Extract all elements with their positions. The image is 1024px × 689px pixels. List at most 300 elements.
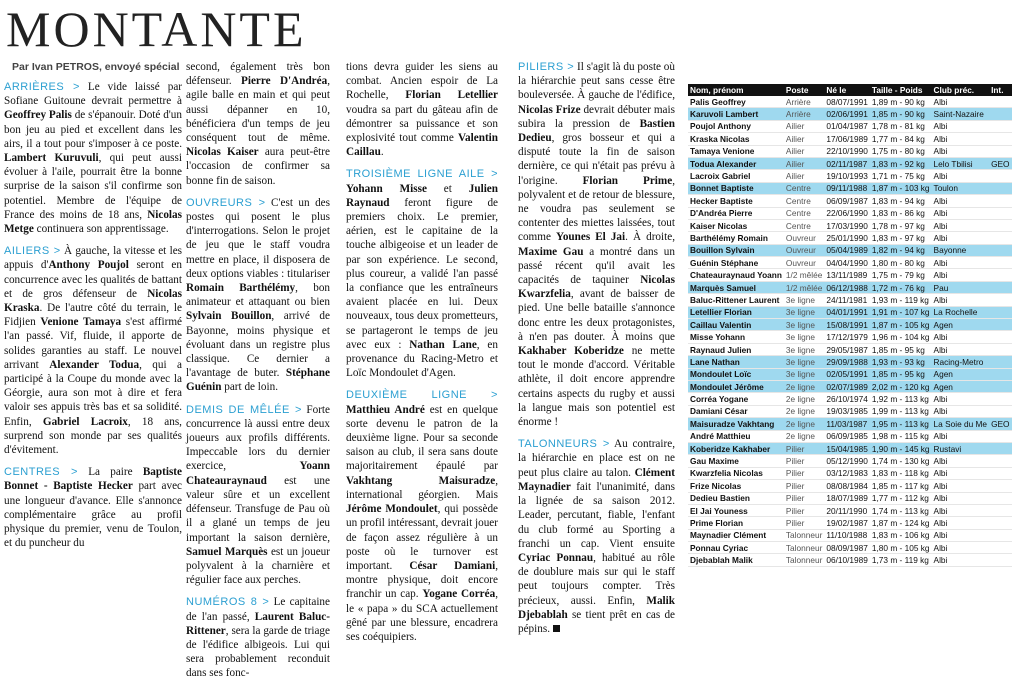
player-name: Alexander Toduа xyxy=(49,358,140,371)
article-paragraph xyxy=(186,403,330,588)
cell-position: Talonneur xyxy=(785,530,823,541)
section-heading: PILIERS > xyxy=(518,61,575,73)
cell-height-weight: 1,93 m - 93 kg xyxy=(870,356,932,368)
cell-name: Barthélémy Romain xyxy=(688,232,784,244)
cell-name: Guénin Stéphane xyxy=(688,257,784,269)
cell-position: 2e ligne xyxy=(784,418,824,430)
player-name: Pierre D'Andréa xyxy=(241,75,328,88)
body-text: , montre physique, doit encore franchir un cap. xyxy=(346,559,498,601)
table-row xyxy=(688,529,1012,541)
table-header-row xyxy=(688,84,1012,96)
cell-birthdate: 15/04/1985 xyxy=(826,443,868,454)
article-paragraph xyxy=(4,244,182,457)
cell-previous-club: Rustavi xyxy=(932,442,990,454)
cell-international xyxy=(989,170,1011,182)
cell-previous-club: Toulon xyxy=(932,182,990,194)
cell-position: 3e ligne xyxy=(784,343,824,355)
section-heading: TROISIÈME LIGNE AILE > xyxy=(346,168,498,181)
player-name: Nicolas Kwarzfelia xyxy=(518,274,675,301)
player-name: Kakhaber Koberidze xyxy=(518,345,624,358)
player-name: Yogane Corréa xyxy=(422,588,496,601)
cell-name: Maynadier Clément xyxy=(688,529,784,541)
roster-table xyxy=(688,84,1012,567)
cell-position: Ailier xyxy=(784,120,824,132)
article-paragraph xyxy=(346,60,498,159)
table-row xyxy=(688,368,1012,380)
body-text: , avant de baisser de pied. Une belle bataille s'annonce donc entre les deux protagonistes, à n'en pas douter. À moins que xyxy=(518,288,675,343)
cell-name: Mondoulet Loïc xyxy=(688,368,784,380)
cell-position: 2e ligne xyxy=(784,380,824,392)
cell-position: 1/2 mêlée xyxy=(784,281,824,293)
player-name: Laurent Baluc-Rittener xyxy=(186,610,330,637)
body-text: . De l'autre côté du terrain, le Fidjien xyxy=(4,302,182,329)
body-text: tions devra guider les siens au combat. Ancien espoir de La Rochelle, xyxy=(346,61,498,102)
table-row xyxy=(688,195,1012,207)
cell-birthdate: 18/07/1989 xyxy=(826,493,868,504)
cell-previous-club: Saint-Nazaire xyxy=(932,108,990,120)
player-name: Valentin Caillau xyxy=(346,132,498,159)
cell-international xyxy=(989,108,1011,120)
cell-name: Baluc-Rittener Laurent xyxy=(688,294,784,306)
cell-position: Pilier xyxy=(784,517,824,529)
cell-previous-club: La Rochelle xyxy=(932,306,990,318)
cell-birthdate: 06/10/1989 xyxy=(826,555,868,566)
cell-birthdate: 06/09/1987 xyxy=(826,195,868,206)
cell-name: Caillau Valentin xyxy=(688,319,784,331)
cell-position: Ailier xyxy=(784,170,824,182)
body-text: Le capitaine de l'an passé, xyxy=(186,596,330,623)
cell-previous-club: Albi xyxy=(932,405,990,417)
table-row xyxy=(688,504,1012,516)
cell-position: Ouvreur xyxy=(784,244,824,256)
cell-height-weight: 1,72 m - 76 kg xyxy=(870,281,932,293)
cell-name: Lane Nathan xyxy=(688,356,784,368)
cell-name: Maisuradze Vakhtang xyxy=(688,418,784,430)
cell-height-weight: 1,96 m - 104 kg xyxy=(871,332,930,343)
cell-name: D'Andréa Pierre xyxy=(688,207,784,219)
player-name: Venione Tamaya xyxy=(40,316,122,329)
body-text: , en provenance du Racing-Metro et Loïc Mondoulet d'Agen. xyxy=(346,338,498,380)
player-name: Nicolas Frize xyxy=(518,103,581,116)
cell-height-weight: 1,75 m - 79 kg xyxy=(870,269,932,281)
section-heading: OUVREURS > xyxy=(186,196,266,209)
player-name: César Damiani xyxy=(409,559,496,572)
cell-previous-club: Albi xyxy=(932,207,990,219)
cell-international xyxy=(989,343,1011,355)
cell-birthdate: 17/06/1989 xyxy=(826,133,868,144)
section-heading: DEUXIÈME LIGNE > xyxy=(346,389,498,402)
table-row xyxy=(688,157,1012,169)
cell-international xyxy=(989,492,1011,504)
table-row xyxy=(688,517,1012,529)
table-row xyxy=(688,232,1012,244)
table-row xyxy=(688,542,1012,554)
body-text: de s'épanouir. Doté d'un bon jeu au pied et excellent dans les airs, il a tout pour s'imposer à ce poste. xyxy=(4,109,182,150)
cell-name: Bouillon Sylvain xyxy=(688,244,784,256)
cell-height-weight: 1,83 m - 118 kg xyxy=(870,467,932,479)
player-name: Younes El Jai xyxy=(555,231,626,244)
body-text: , bon animateur et attaquant ou bien xyxy=(186,282,331,309)
cell-birthdate: 13/11/1989 xyxy=(824,269,870,281)
body-text: . À droite, xyxy=(625,231,675,244)
cell-international xyxy=(989,133,1011,145)
body-text: part avec une longueur d'avance. Elle s'annonce complémentaire grâce au profil physique du premier, venu de Toulon, et du puncheur du xyxy=(4,480,182,550)
table-row xyxy=(688,331,1012,343)
cell-position: 1/2 mêlée xyxy=(784,269,824,281)
cell-international xyxy=(989,455,1011,467)
table-row xyxy=(688,108,1012,120)
body-text: feront figure de premiers choix. Le premier, aérien, est le capitaine de la touche albigeoise et un leader de par son expérience. Le second, plus coureur, a validé l'an passé la confiance que les entraîneurs avaient placée en lui. Deux nouveaux, tous deux prometteurs, se partageront le temps de jeu avec eux : xyxy=(346,196,498,351)
cell-previous-club: Albi xyxy=(932,133,990,145)
cell-birthdate: 04/01/1991 xyxy=(826,307,868,318)
cell-previous-club: Racing-Metro xyxy=(932,356,990,368)
body-text: , sera la garde de triage de l'édifice albigeois. Lui qui sera probablement reconduit dans ses fonc- xyxy=(186,624,330,680)
cell-position: Centre xyxy=(784,219,824,231)
cell-name: Kaiser Nicolas xyxy=(688,219,784,231)
cell-position: 2e ligne xyxy=(784,393,824,405)
cell-position: 3e ligne xyxy=(784,306,824,318)
cell-international xyxy=(989,554,1011,566)
cell-international xyxy=(989,207,1011,219)
cell-height-weight: 1,98 m - 115 kg xyxy=(870,430,932,442)
article-paragraph xyxy=(186,595,330,680)
cell-position: Pilier xyxy=(784,504,824,516)
cell-previous-club: Albi xyxy=(932,331,990,343)
cell-previous-club: Agen xyxy=(932,380,990,392)
cell-height-weight: 1,92 m - 113 kg xyxy=(870,393,932,405)
cell-international xyxy=(989,504,1011,516)
cell-position: Talonneur xyxy=(785,542,823,553)
cell-name: Lacroix Gabriel xyxy=(688,170,784,182)
cell-birthdate: 19/03/1985 xyxy=(826,406,868,417)
player-name: Bastien Dedieu xyxy=(518,117,675,145)
player-name: Nathan Lane xyxy=(409,338,477,351)
section-heading: CENTRES > xyxy=(4,466,78,479)
table-row xyxy=(688,96,1012,108)
body-text: C'est un des postes qui posent le plus d'interrogations. Selon le projet de jeu que le staff voudra mettre en place, il disposera de deux options viables : titulariser xyxy=(186,196,330,280)
body-text: part de loin. xyxy=(221,381,278,394)
end-of-article-mark xyxy=(553,625,560,632)
cell-height-weight: 1,85 m - 90 kg xyxy=(870,108,932,120)
cell-birthdate: 22/06/1990 xyxy=(826,208,868,219)
cell-birthdate: 06/12/1988 xyxy=(826,282,868,293)
cell-name: Misse Yohann xyxy=(688,331,784,343)
section-heading: DEMIS DE MÊLÉE > xyxy=(186,403,302,416)
body-text: est une valeur sûre et un excellent défenseur. Transfuge de Pau où il a glané un temps de jeu important la saison dernière, xyxy=(186,474,330,544)
cell-height-weight: 1,73 m - 119 kg xyxy=(870,554,932,566)
cell-international xyxy=(989,306,1011,318)
cell-previous-club: Albi xyxy=(932,96,990,108)
cell-international xyxy=(989,257,1011,269)
cell-previous-club: Albi xyxy=(932,467,990,479)
player-name: Cyriac Ponnau xyxy=(518,551,594,564)
cell-previous-club: Albi xyxy=(932,455,990,467)
cell-height-weight: 1,90 m - 145 kg xyxy=(871,443,930,454)
cell-height-weight: 1,85 m - 95 kg xyxy=(870,368,932,380)
cell-height-weight: 1,83 m - 106 kg xyxy=(871,530,930,541)
cell-international xyxy=(989,480,1011,492)
article-column-2 xyxy=(186,60,330,689)
body-text: fait l'unanimité, dans la lignée de sa saison 2012. Leader, percutant, fiable, l'enfant du club formé au Sporting a franchi un cap. Vient ensuite xyxy=(518,480,675,550)
cell-position: 3e ligne xyxy=(784,319,824,331)
cell-birthdate: 25/01/1990 xyxy=(826,232,868,243)
cell-birthdate: 02/05/1991 xyxy=(826,369,868,380)
cell-previous-club: Albi xyxy=(932,492,990,504)
cell-birthdate: 05/12/1990 xyxy=(826,456,868,467)
cell-name: Tamaya Venione xyxy=(688,145,784,157)
cell-position: Pilier xyxy=(784,467,824,479)
player-name: Nicolas Kraska xyxy=(4,287,182,315)
cell-birthdate: 19/10/1993 xyxy=(826,171,868,182)
cell-name: Raynaud Julien xyxy=(688,343,784,355)
header-international: Int. xyxy=(989,84,1011,96)
cell-name: Letellier Florian xyxy=(688,306,784,318)
article-paragraph xyxy=(4,80,182,236)
body-text: , qui possède un profil intéressant, devrait jouer de façon assez régulière à un poste où le turnover est important. xyxy=(346,503,498,572)
cell-height-weight: 1,83 m - 86 kg xyxy=(870,207,932,219)
body-text: , habitué au rôle de doublure mais sur qui le staff peut toujours compter. Très précieux, aussi. Enfin, xyxy=(518,551,675,607)
cell-birthdate: 04/04/1990 xyxy=(826,257,868,268)
body-text: devrait débuter mais subira la pression de xyxy=(518,103,675,130)
table-row xyxy=(688,257,1012,269)
cell-birthdate: 08/07/1991 xyxy=(826,96,868,107)
cell-height-weight: 1,85 m - 117 kg xyxy=(870,480,932,492)
cell-height-weight: 1,95 m - 113 kg xyxy=(870,418,932,430)
cell-birthdate: 11/03/1987 xyxy=(824,418,870,430)
cell-birthdate: 17/12/1979 xyxy=(826,332,868,343)
cell-international xyxy=(989,120,1011,132)
cell-previous-club: Albi xyxy=(932,294,990,306)
cell-birthdate: 11/10/1988 xyxy=(824,529,870,541)
cell-position: Ailier xyxy=(784,145,824,157)
body-text: , qui a participé à la Coupe du monde avec la Géorgie, aura son mot à dire et fera valoir ses appuis très bas et sa solidité. Enfin, xyxy=(4,358,182,428)
cell-name: Chateauraynaud Yoann xyxy=(690,270,782,281)
header-previous-club: Club préc. xyxy=(932,84,990,96)
cell-height-weight: 1,82 m - 94 kg xyxy=(870,244,932,256)
cell-previous-club: Albi xyxy=(932,430,990,442)
cell-birthdate: 05/04/1989 xyxy=(826,245,868,256)
cell-international xyxy=(989,232,1011,244)
cell-international xyxy=(989,467,1011,479)
cell-international xyxy=(989,182,1011,194)
table-row xyxy=(688,182,1012,194)
cell-name: Karuvoli Lambert xyxy=(688,108,784,120)
cell-previous-club: Albi xyxy=(932,170,990,182)
cell-birthdate: 29/09/1988 xyxy=(826,356,868,367)
cell-name: Hecker Baptiste xyxy=(688,195,784,207)
cell-position: Pilier xyxy=(784,442,824,454)
body-text: se tient prêt en cas de pépins. xyxy=(518,608,675,635)
cell-position: 3e ligne xyxy=(784,331,824,343)
cell-height-weight: 1,74 m - 130 kg xyxy=(871,456,930,467)
cell-height-weight: 1,99 m - 113 kg xyxy=(870,405,932,417)
cell-birthdate: 17/03/1990 xyxy=(826,220,868,231)
cell-international xyxy=(989,331,1011,343)
cell-name: Gau Maxime xyxy=(688,455,784,467)
cell-position: Centre xyxy=(784,195,824,207)
cell-international xyxy=(989,430,1011,442)
cell-previous-club: Pau xyxy=(932,281,990,293)
article-column-4 xyxy=(518,60,675,644)
table-row xyxy=(688,554,1012,566)
cell-name: Frize Nicolas xyxy=(688,480,784,492)
cell-international xyxy=(989,195,1011,207)
cell-international xyxy=(989,244,1011,256)
cell-birthdate: 08/08/1984 xyxy=(826,480,868,491)
cell-name: Todua Alexander xyxy=(688,157,784,169)
section-heading: TALONNEURS > xyxy=(518,438,610,451)
cell-international xyxy=(989,368,1011,380)
cell-previous-club: Albi xyxy=(932,542,990,554)
body-text: et xyxy=(426,182,469,195)
cell-previous-club: Agen xyxy=(932,368,990,380)
cell-international xyxy=(989,96,1011,108)
table-row xyxy=(688,294,1012,306)
cell-position: 2e ligne xyxy=(784,430,824,442)
cell-height-weight: 1,77 m - 84 kg xyxy=(870,133,932,145)
body-text: seront en concurrence avec les qualités de battant et de gros défenseur de xyxy=(4,259,182,300)
cell-birthdate: 22/10/1990 xyxy=(826,146,868,157)
cell-birthdate: 02/11/1987 xyxy=(824,157,870,169)
cell-international xyxy=(989,517,1011,529)
cell-height-weight: 1,78 m - 81 kg xyxy=(870,120,932,132)
cell-position: Pilier xyxy=(784,492,824,504)
cell-height-weight: 1,83 m - 94 kg xyxy=(870,195,932,207)
cell-birthdate: 20/11/1990 xyxy=(824,504,870,516)
cell-position: Pilier xyxy=(784,480,824,492)
player-name: Sylvain Bouillon xyxy=(186,310,272,323)
cell-international xyxy=(989,529,1011,541)
cell-international xyxy=(989,356,1011,368)
player-name: Malik Djebablah xyxy=(518,594,675,621)
cell-international xyxy=(989,393,1011,405)
article-paragraph xyxy=(346,167,498,380)
cell-name: Damiani César xyxy=(688,405,784,417)
cell-birthdate: 29/05/1987 xyxy=(826,344,868,355)
cell-international xyxy=(989,219,1011,231)
cell-previous-club: Albi xyxy=(932,232,990,244)
player-name: Yoann Chateauraynaud xyxy=(186,460,330,487)
player-name: Florian Letellier xyxy=(405,89,498,102)
cell-height-weight: 1,83 m - 92 kg xyxy=(870,157,932,169)
cell-international xyxy=(989,294,1011,306)
cell-name: Marquès Samuel xyxy=(688,281,784,293)
cell-position: Ouvreur xyxy=(784,232,824,244)
table-row xyxy=(688,393,1012,405)
cell-birthdate: 15/08/1991 xyxy=(826,319,868,330)
cell-name: Djebablah Malik xyxy=(688,554,784,566)
cell-previous-club: Albi xyxy=(932,219,990,231)
cell-previous-club: Albi xyxy=(932,529,990,541)
body-text: , 18 ans, surprend son monde par ses qualités d'évitement. xyxy=(4,415,182,457)
table-row xyxy=(688,480,1012,492)
cell-name: Koberidze Kakhaber xyxy=(688,442,784,454)
cell-birthdate: 24/11/1981 xyxy=(824,294,870,306)
cell-position: 3e ligne xyxy=(784,356,824,368)
cell-international xyxy=(989,405,1011,417)
cell-birthdate: 26/10/1974 xyxy=(826,394,868,405)
cell-height-weight: 1,87 m - 105 kg xyxy=(871,319,930,330)
cell-name: Corréa Yogane xyxy=(688,393,784,405)
player-name: Clément Maynadier xyxy=(518,466,675,493)
cell-previous-club: La Soie du Me xyxy=(933,418,988,429)
table-row xyxy=(688,343,1012,355)
player-name: Nicolas Kaiser xyxy=(186,146,259,159)
body-text: , le « papa » du SCA actuellement gêné par une blessure, encadrera ses coéquipiers. xyxy=(346,588,498,643)
player-name: Baptiste Bonnet - Baptiste Hecker xyxy=(4,466,182,493)
table-body xyxy=(688,96,1012,566)
table-row xyxy=(688,405,1012,417)
cell-birthdate: 06/09/1985 xyxy=(826,431,868,442)
cell-name: Dedieu Bastien xyxy=(688,492,784,504)
article-paragraph xyxy=(186,196,330,395)
cell-height-weight: 1,77 m - 112 kg xyxy=(870,492,932,504)
body-text: Forte concurrence là aussi entre deux joueurs aux profils différents. Impeccable lors du dernier exercice, xyxy=(186,403,330,473)
cell-name: André Matthieu xyxy=(688,430,784,442)
player-name: Lambert Kuruvuli xyxy=(4,152,99,165)
cell-international xyxy=(989,319,1011,331)
cell-position: Ouvreur xyxy=(784,257,824,269)
body-text: , agile balle en main et qui peut aussi dépanner en 10, bénéficiera d'un temps de jeu conséquent tout de même. xyxy=(186,75,330,145)
cell-previous-club: Lelo Tbilisi xyxy=(932,157,990,169)
table-row xyxy=(688,467,1012,479)
player-name: Anthony Poujol xyxy=(48,259,129,272)
article-paragraph xyxy=(518,437,675,636)
section-heading: ARRIÈRES > xyxy=(4,81,80,93)
body-text: continuera son apprentissage. xyxy=(33,223,169,236)
cell-height-weight: 1,71 m - 75 kg xyxy=(870,170,932,182)
player-name: Geoffrey Palis xyxy=(4,109,72,122)
cell-name: Palis Geoffrey xyxy=(688,96,784,108)
cell-previous-club: Agen xyxy=(932,319,990,331)
player-name: Nicolas Metge xyxy=(4,208,182,236)
cell-international: GEO xyxy=(991,418,1010,429)
header-height-weight: Taille - Poids xyxy=(870,84,932,96)
cell-position: 3e ligne xyxy=(784,368,824,380)
header-birthdate: Né le xyxy=(824,84,870,96)
cell-previous-club: Albi xyxy=(932,269,990,281)
article-paragraph xyxy=(346,388,498,644)
article-paragraph xyxy=(4,465,182,550)
table-row xyxy=(688,145,1012,157)
cell-birthdate: 09/11/1988 xyxy=(824,182,870,194)
player-name: Maxime Gau xyxy=(518,245,584,258)
player-name: Vakhtang Maisuradze xyxy=(346,474,496,487)
cell-position: Ailier xyxy=(784,157,824,169)
player-name: Samuel Marquès xyxy=(186,545,268,558)
player-name: Matthieu André xyxy=(346,403,425,416)
cell-height-weight: 1,87 m - 124 kg xyxy=(871,517,930,528)
cell-name: Mondoulet Jérôme xyxy=(688,380,784,392)
cell-position: 3e ligne xyxy=(784,294,824,306)
cell-international xyxy=(989,442,1011,454)
cell-position: Pilier xyxy=(784,455,824,467)
cell-international: GEO xyxy=(991,158,1010,169)
article-column-3 xyxy=(346,60,498,652)
cell-name: Bonnet Baptiste xyxy=(688,182,784,194)
cell-previous-club: Albi xyxy=(932,393,990,405)
body-text: , international géorgien. Mais xyxy=(346,474,498,501)
table-row xyxy=(688,380,1012,392)
cell-name: Kraska Nicolas xyxy=(688,133,784,145)
cell-previous-club: Albi xyxy=(932,145,990,157)
body-text: , gros bosseur et qui a disputé toute la fin de saison dernière, ce qui n'était pas prévu à l'origine. xyxy=(518,132,675,187)
body-text: , qui peut aussi évoluer à l'aile, pourrait être la bonne surprise de la saison s'il confirme son potentiel. Membre de l'équipe de France des moins de 18 ans, xyxy=(4,152,182,221)
player-name: Florian Prime xyxy=(582,174,673,187)
cell-previous-club: Albi xyxy=(932,343,990,355)
player-name: Gabriel Lacroix xyxy=(42,415,128,428)
cell-height-weight: 1,93 m - 119 kg xyxy=(870,294,932,306)
